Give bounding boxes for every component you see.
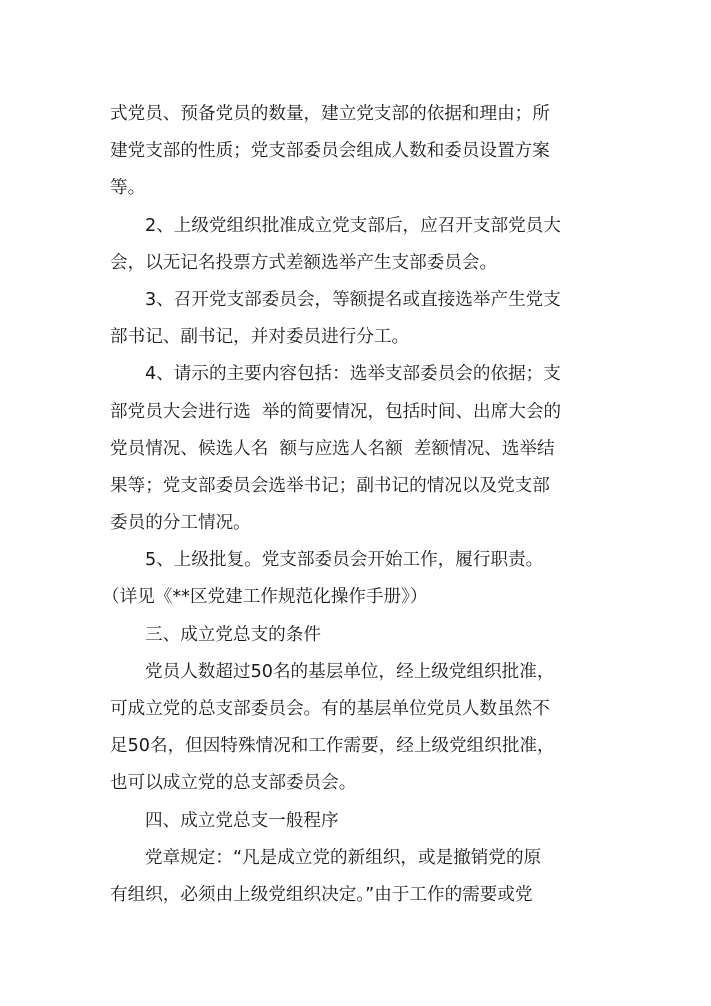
text-line: 部党员大会进行选 举的简要情况，包括时间、出席大会的 — [110, 401, 562, 422]
text-line: 党员情况、候选人名 额与应选人名额 差额情况、选举结 — [110, 438, 555, 459]
text-line: 也可以成立党的总支部委员会。 — [110, 773, 357, 794]
text-line: 党员人数超过50名的基层单位，经上级党组织批准， — [145, 661, 555, 682]
text-line: 部书记、副书记，并对委员进行分工。 — [110, 327, 410, 348]
text-line: 有组织，必须由上级党组织决定。”由于工作的需要或党 — [110, 884, 533, 905]
text-line: 委员的分工情况。 — [110, 513, 251, 534]
text-line: 果等；党支部委员会选举书记；副书记的情况以及党支部 — [110, 475, 550, 496]
text-line: 可成立党的总支部委员会。有的基层单位党员人数虽然不 — [110, 699, 550, 719]
text-line: 2、上级党组织批准成立党支部后，应召开支部党员大 — [145, 215, 561, 236]
text-line: 等。 — [110, 178, 146, 199]
text-line: 式党员、预备党员的数量，建立党支部的依据和理由；所 — [110, 104, 550, 124]
text-line: 4、请示的主要内容包括：选举支部委员会的依据；支 — [145, 364, 561, 385]
text-line: （详见《**区党建工作规范化操作手册》） — [102, 587, 428, 608]
text-line: 足50名，但因特殊情况和工作需要，经上级党组织批准， — [110, 736, 555, 757]
section-heading: 四、成立党总支一般程序 — [145, 810, 339, 831]
text-line: 党章规定：“凡是成立党的新组织，或是撤销党的原 — [145, 847, 542, 868]
text-line: 5、上级批复。党支部委员会开始工作，履行职责。 — [145, 550, 544, 571]
document-page — [102, 96, 610, 914]
text-line: 3、召开党支部委员会，等额提名或直接选举产生党支 — [145, 289, 561, 310]
section-heading: 三、成立党总支的条件 — [145, 624, 321, 645]
text-line: 建党支部的性质；党支部委员会组成人数和委员设置方案 — [110, 141, 550, 162]
text-line: 会，以无记名投票方式差额选举产生支部委员会。 — [110, 252, 498, 273]
